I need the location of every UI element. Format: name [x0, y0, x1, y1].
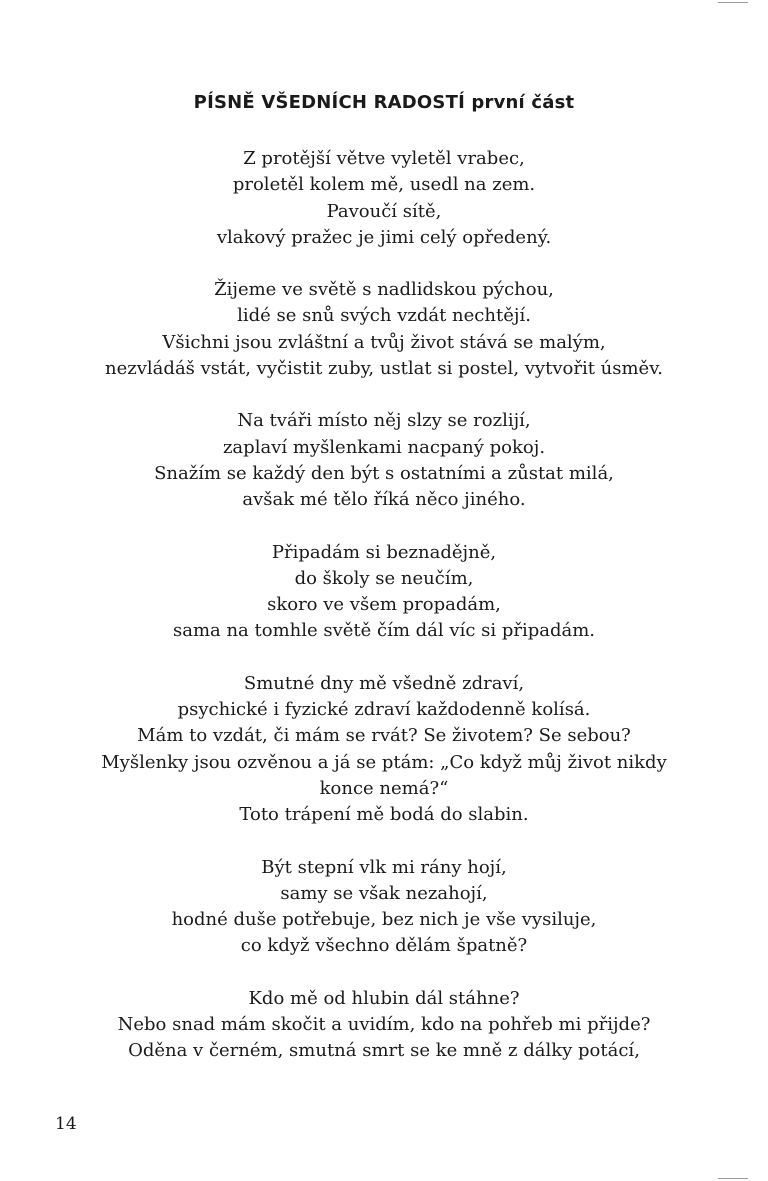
verse-line: konce nemá?“ — [319, 777, 449, 799]
verse-line: psychické i fyzické zdraví každodenně kolísá. — [177, 699, 591, 721]
verse-line: Z protější větve vyletěl vrabec, — [243, 148, 525, 169]
verse-line: do školy se neučím, — [294, 567, 474, 589]
poem-title: PÍSNĚ VŠEDNÍCH RADOSTÍ první část — [193, 92, 575, 113]
page-number: 14 — [55, 1114, 77, 1134]
stanza-1 — [0, 146, 768, 251]
verse-line: Myšlenky jsou ozvěnou a já se ptám: „Co když můj život nikdy — [101, 751, 667, 773]
verse-line: Pavoučí sítě, — [326, 200, 442, 222]
verse-line: vlakový pražec je jimi celý opředený. — [216, 226, 552, 248]
verse-line: Toto trápení mě bodá do slabin. — [239, 804, 529, 826]
verse-line: Oděna v černém, smutná smrt se ke mně z dálky potácí, — [128, 1040, 640, 1062]
verse-line: hodné duše potřebuje, bez nich je vše vysiluje, — [171, 909, 597, 931]
verse-line: Snažím se každý den být s ostatními a zůstat milá, — [154, 462, 614, 484]
stanza-6 — [0, 855, 768, 960]
verse-line: avšak mé tělo říká něco jiného. — [242, 489, 526, 511]
verse-line: Na tváři místo něj slzy se rozlijí, — [237, 410, 531, 432]
verse-line: Být stepní vlk mi rány hojí, — [261, 856, 507, 878]
verse-line: sama na tomhle světě čím dál víc si připadám. — [172, 620, 596, 642]
crop-mark-top — [718, 2, 748, 3]
verse-line: Kdo mě od hlubin dál stáhne? — [248, 987, 520, 1009]
verse-line: Žijeme ve světě s nadlidskou pýchou, — [214, 279, 554, 301]
verse-line: Všichni jsou zvláštní a tvůj život stává se malým, — [162, 331, 606, 353]
poem — [0, 88, 768, 1091]
verse-line: nezvládáš vstát, vyčistit zuby, ustlat si postel, vytvořit úsměv. — [105, 358, 663, 380]
crop-mark-bottom — [718, 1178, 748, 1179]
stanza-4 — [0, 540, 768, 645]
verse-line: Smutné dny mě všedně zdraví, — [243, 672, 525, 694]
verse-line: co když všechno dělám špatně? — [240, 935, 528, 957]
verse-line: Nebo snad mám skočit a uvidím, kdo na pohřeb mi přijde? — [117, 1014, 651, 1036]
verse-line: samy se však nezahojí, — [280, 882, 488, 904]
stanza-7 — [0, 986, 768, 1065]
stanza-3 — [0, 408, 768, 513]
verse-line: zaplaví myšlenkami nacpaný pokoj. — [222, 436, 546, 458]
stanza-5 — [0, 671, 768, 829]
verse-line: Připadám si beznadějně, — [271, 541, 497, 563]
verse-line: Mám to vzdát, či mám se rvát? Se životem? Se sebou? — [137, 725, 631, 747]
verse-line: proletěl kolem mě, usedl na zem. — [232, 174, 536, 196]
verse-line: lidé se snů svých vzdát nechtějí. — [237, 305, 531, 327]
verse-line: skoro ve všem propadám, — [267, 594, 501, 616]
stanza-2 — [0, 277, 768, 382]
